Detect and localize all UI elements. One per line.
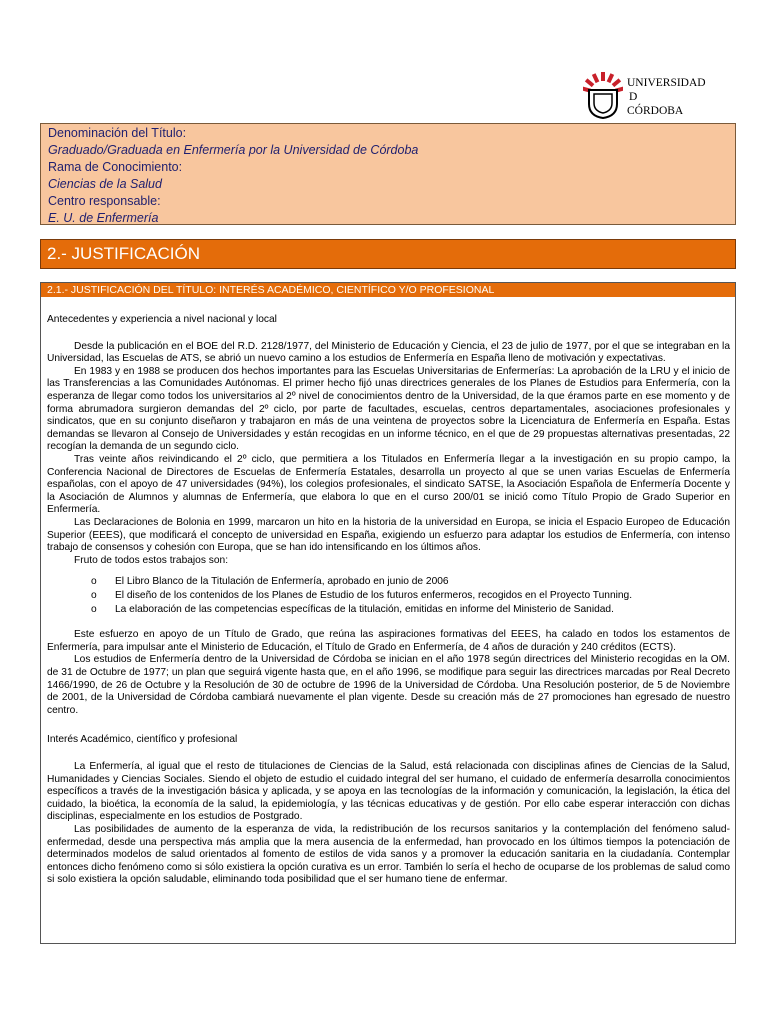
justification-content	[40, 282, 736, 944]
paragraph: Las posibilidades de aumento de la esperanza de vida, la redistribución de los recursos sanitarios y la contemplación del fenómeno salud-enfermedad, desde una perspectiva más amplia que la mera ausencia de la enfermedad, han provocado en los últimos tiempos la potenciación de determinados modelos de salud orientados al fomento de estilos de vida sanos y a promover la educación sanitaria en la ciudadanía. Contemplar entonces dicho fenómeno como si sólo existiera la opción curativa es un error. También lo sería el hecho de ocuparse de los problemas de salud como si solo existiera la opción saludable, eliminando toda posibilidad que el ser humano tiene de enfermar.	[47, 824, 730, 886]
paragraph: Fruto de todos estos trabajos son:	[74, 554, 229, 566]
logo-line-1: UNIVERSIDAD	[627, 77, 706, 89]
document-body	[41, 314, 735, 887]
paragraph: Este esfuerzo en apoyo de un Título de Grado, que reúna las aspiraciones formativas del EEES, ha calado en todos los estamentos de Enfermería, para impulsar ante el Ministerio de Educación, el Título de Grado en Enfermería, de 4 años de duración y 240 créditos (ECTS).	[47, 629, 730, 653]
list-item	[47, 589, 730, 603]
rama-value: Ciencias de la Salud	[48, 177, 162, 191]
title-info-box	[40, 123, 736, 225]
paragraph: La Enfermería, al igual que el resto de titulaciones de Ciencias de la Salud, está relacionada con disciplinas afines de Ciencias de la Salud, Humanidades y Ciencias Sociales. Siendo el objeto de estudio el cuidado integral del ser humano, el cuidado de enfermería desarrolla conocimientos específicos a través de la investigación básica y aplicada, y se apoya en las tecnologías de la información y comunicación, la legislación, la ética del cuidado, la bioética, la economía de la salud, la epidemiología, y las técnicas educativas y de gestión. Por ello cabe esperar interacción con dichas disciplinas, especialmente en los estudios de Postgrado.	[47, 761, 730, 823]
heading-interes: Interés Académico, científico y profesional	[47, 734, 238, 746]
rama-label: Rama de Conocimiento:	[48, 160, 183, 174]
logo-line-3: CÓRDOBA	[627, 105, 684, 117]
achievements-list	[47, 575, 730, 617]
paragraph: Desde la publicación en el BOE del R.D. 2128/1977, del Ministerio de Educación y Ciencia, el 23 de julio de 1977, por el que se integraban en la Universidad, las Escuelas de ATS, se abrió un nuevo camino a los estudios de Enfermería en España lleno de motivación y expectativas.	[47, 340, 730, 365]
bullet-icon: o	[91, 590, 97, 602]
bullet-icon: o	[91, 604, 97, 616]
paragraph: Las Declaraciones de Bolonia en 1999, marcaron un hito en la historia de la universidad en Europa, se inicia el Espacio Europeo de Educación Superior (EEES), que modificará el concepto de universidad en España, exigiendo un esfuerzo para adaptar los estudios de Enfermería, con intenso trabajo de consensos y cohesión con Europa, que se han ido intensificando en los últimos años.	[47, 516, 730, 554]
centro-label: Centro responsable:	[48, 194, 161, 208]
paragraph: Tras veinte años reivindicando el 2º ciclo, que permitiera a los Titulados en Enfermería llegar a la investigación en su propio campo, la Conferencia Nacional de Directores de Escuelas de Enfermería Estatales, desarrolla un proyecto al que se unen varias Escuelas de Enfermería españolas, con el apoyo de 47 universidades (94%), los colegios profesionales, el sindicato SATSE, la Asociación Española de Enfermería Docente y la Asociación de Alumnos y alumnas de Enfermería, que elabora lo que en el curso 200/01 se inició como Título Propio de Grado Superior en Enfermería.	[47, 453, 730, 516]
list-item-text: El Libro Blanco de la Titulación de Enfermería, aprobado en junio de 2006	[115, 576, 449, 588]
bullet-icon: o	[91, 576, 97, 588]
logo-line-2: D	[629, 91, 638, 103]
list-item	[47, 575, 730, 589]
list-item-text: La elaboración de las competencias específicas de la titulación, emitidas en informe del Ministerio de Sanidad.	[115, 604, 614, 616]
section-title: 2.- JUSTIFICACIÓN	[40, 239, 736, 269]
titulo-label: Denominación del Título:	[48, 126, 187, 140]
heading-antecedentes: Antecedentes y experiencia a nivel nacional y local	[47, 314, 277, 325]
list-item-text: El diseño de los contenidos de los Planes de Estudio de los futuros enfermeros, recogidos en el Proyecto Tunning.	[115, 590, 633, 602]
list-item	[47, 603, 730, 617]
university-logo	[583, 70, 723, 122]
centro-value: E. U. de Enfermería	[48, 211, 159, 225]
titulo-value: Graduado/Graduada en Enfermería por la Universidad de Córdoba	[48, 143, 419, 157]
subsection-title: 2.1.- JUSTIFICACIÓN DEL TÍTULO: INTERÉS ACADÉMICO, CIENTÍFICO Y/O PROFESIONAL	[41, 283, 735, 297]
university-name	[627, 76, 706, 118]
paragraph: En 1983 y en 1988 se producen dos hechos importantes para las Escuelas Universitarias de Enfermerías: La aprobación de la LRU y el inicio de las Transferencias a las Comunidades Autónomas. El primer hecho fijó unas directrices generales de los Planes de Estudios para Enfermería, con la esperanza de llegar como todos los universitarios al 2º nivel de conocimientos dentro de la Universidad, de la que éramos parte en ese momento y de forma abrumadora surgieron demandas del 2º ciclo, por parte de facultades, escuelas, centros departamentales, asociaciones profesionales y sindicatos, que en su conjunto diseñaron y trabajaron en más de una veintena de proyectos sobre la Licenciatura de Enfermería en España. Estas demandas se llevaron al Consejo de Universidades y están recogidas en un informe técnico, en el que de 29 propuestas alternativas presentadas, 22 recogían la demanda de un segundo ciclo.	[47, 365, 730, 453]
paragraph: Los estudios de Enfermería dentro de la Universidad de Córdoba se inician en el año 1978 según directrices del Ministerio recogidas en la OM. de 31 de Octubre de 1977; un plan que seguirá vigente hasta que, en el año 1996, se modifique para seguir las directrices marcadas por Real Decreto 1466/1990, de 26 de Octubre y la Resolución de 30 de octubre de 1996 de la Universidad de Córdoba. Una Resolución posterior, de 5 de Noviembre de 2001, de la Universidad de Córdoba cambiará nuevamente el plan vigente. Desde su creación más de 27 promociones han egresado de nuestro centro.	[47, 654, 730, 716]
university-crest-icon	[583, 70, 623, 120]
